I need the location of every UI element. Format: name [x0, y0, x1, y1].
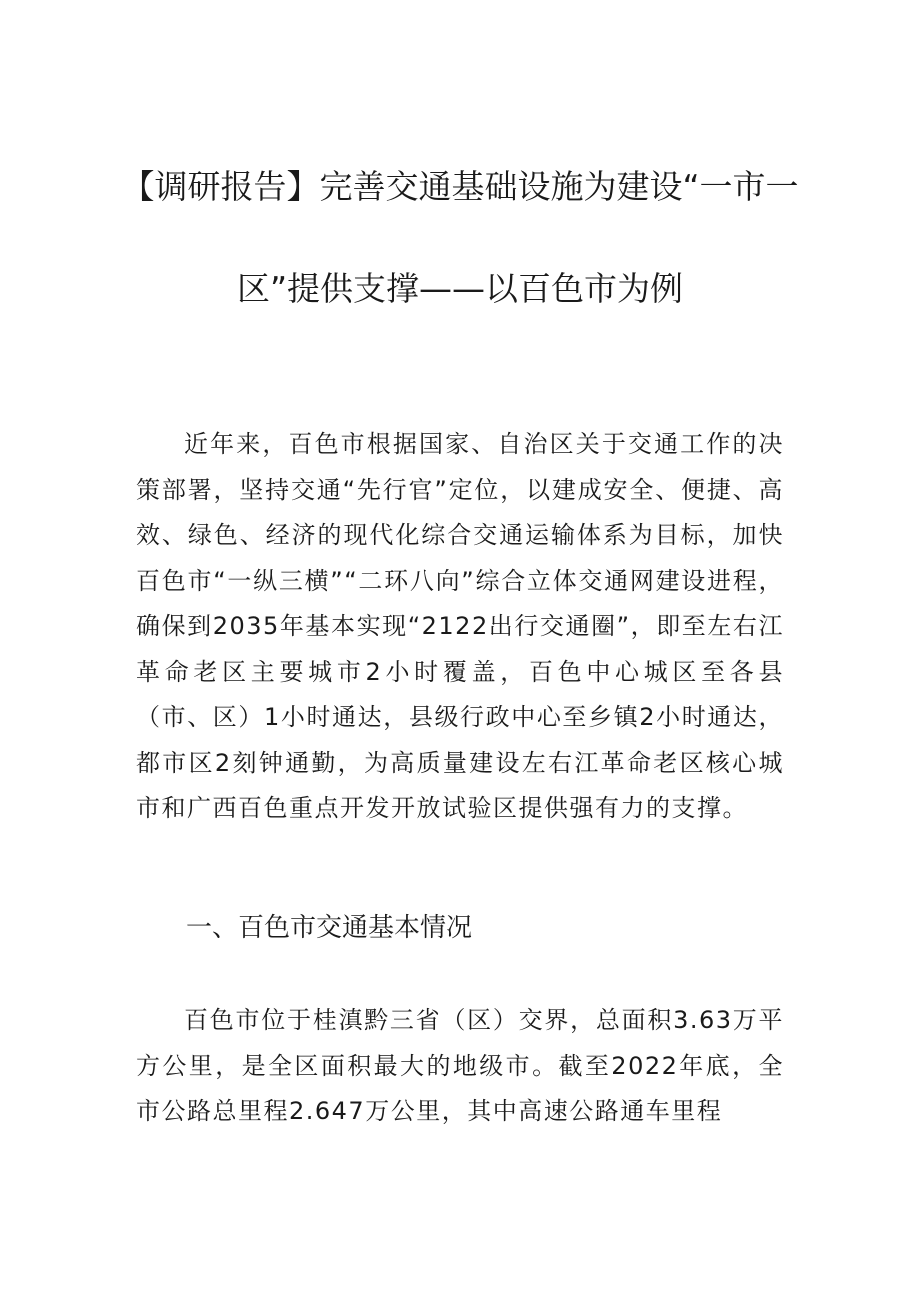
document-title: 【调研报告】完善交通基础设施为建设“一市一区”提供支撑——以百色市为例	[121, 167, 799, 308]
section-paragraph: 百色市位于桂滇黔三省（区）交界，总面积3.63万平方公里，是全区面积最大的地级市。截至2022年底，全市公路总里程2.647万公里，其中高速公路通车里程	[136, 1006, 784, 1125]
section-heading: 一、百色市交通基本情况	[186, 913, 473, 943]
intro-paragraph: 近年来，百色市根据国家、自治区关于交通工作的决策部署，坚持交通“先行官”定位，以建成安全、便捷、高效、绿色、经济的现代化综合交通运输体系为目标，加快百色市“一纵三横”“二环八向”综合立体交通网建设进程，确保到2035年基本实现“2122出行交通圈”，即至左右江革命老区主要城市2小时覆盖，百色中心城区至各县（市、区）1小时通达，县级行政中心至乡镇2小时通达，都市区2刻钟通勤，为高质量建设左右江革命老区核心城市和广西百色重点开发开放试验区提供强有力的支撑。	[136, 430, 784, 822]
